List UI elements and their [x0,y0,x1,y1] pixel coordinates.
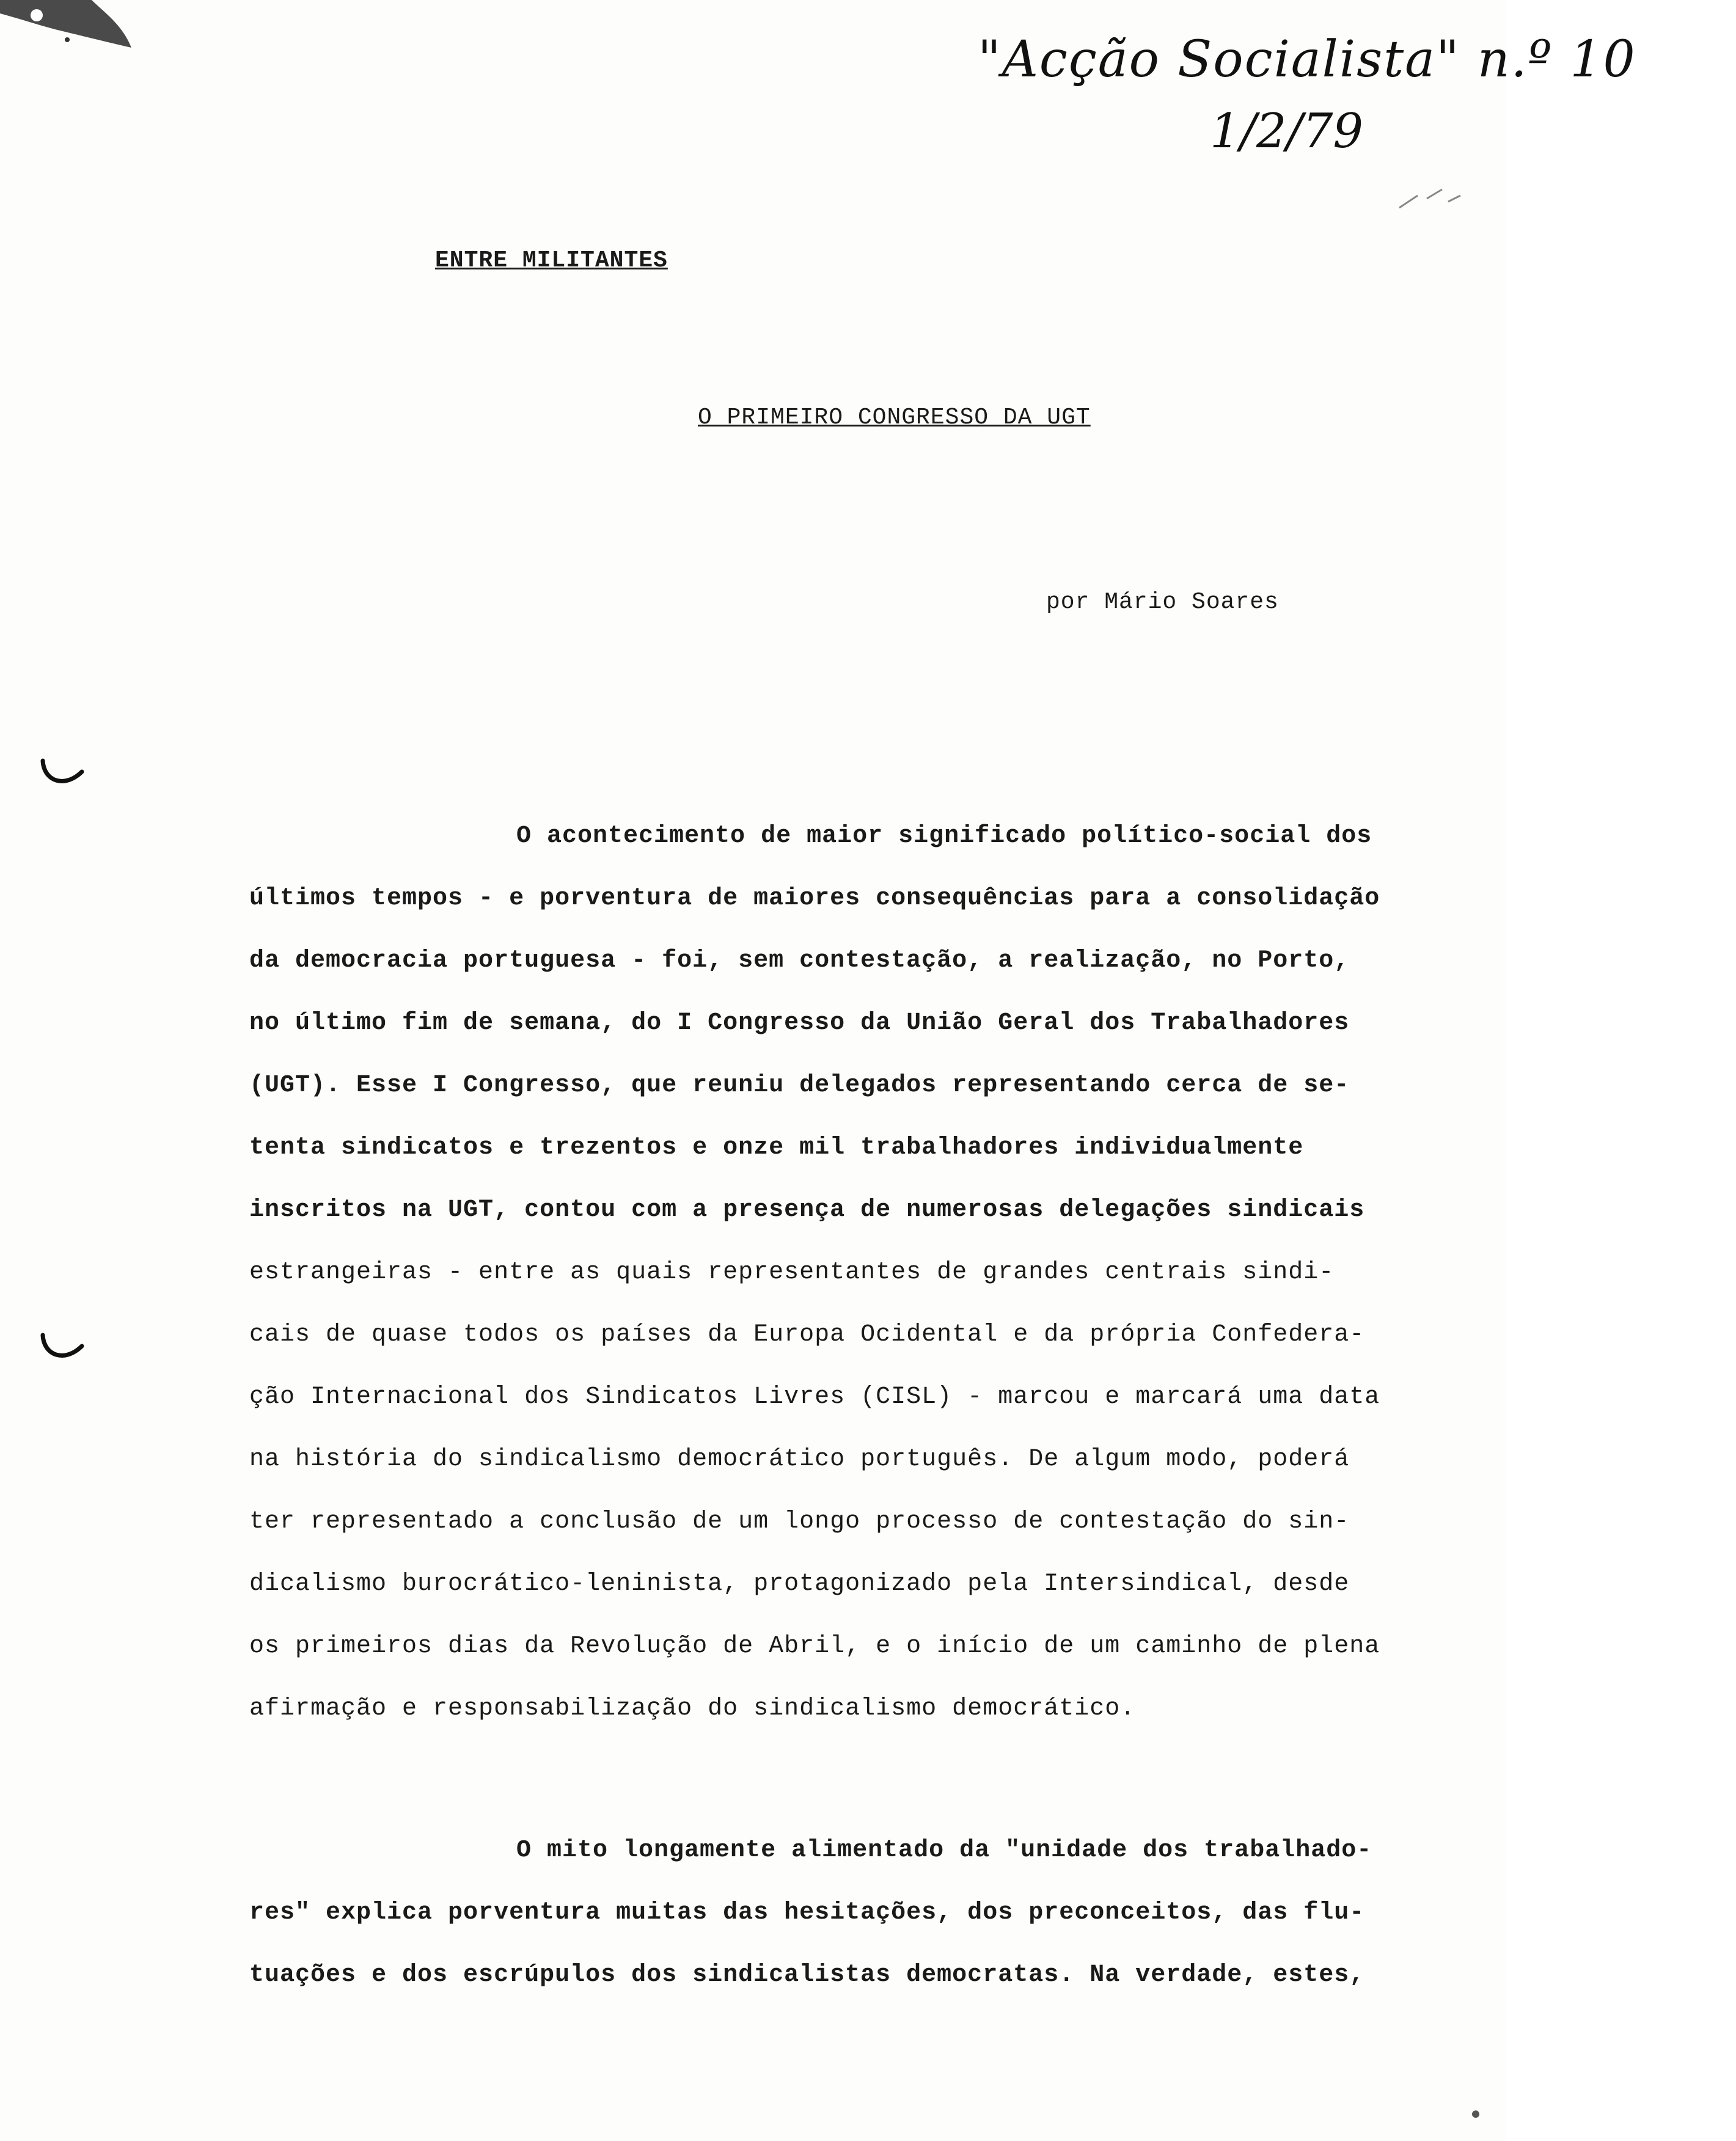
text-line: O mito longamente alimentado da "unidade dos trabalhado- [516,1837,1372,1864]
text-line: inscritos na UGT, contou com a presença de numerosas delegações sindicais [249,1196,1365,1224]
text-line: tuações e dos escrúpulos dos sindicalistas democratas. Na verdade, estes, [249,1961,1365,1989]
margin-mark [38,1329,87,1366]
text-line: os primeiros dias da Revolução de Abril, e o início de um caminho de plena [249,1633,1380,1660]
scan-speck [1463,2102,1488,2126]
text-line: tenta sindicatos e trezentos e onze mil trabalhadores individualmente [249,1134,1304,1162]
scan-speck [1393,171,1467,220]
article-title: O PRIMEIRO CONGRESSO DA UGT [698,404,1091,431]
text-line: (UGT). Esse I Congresso, que reuniu delegados representando cerca de se- [249,1072,1350,1099]
text-line: no último fim de semana, do I Congresso da União Geral dos Trabalhadores [249,1009,1350,1037]
byline: por Mário Soares [1046,589,1279,615]
annotation-date: 1/2/79 [1210,104,1364,159]
margin-mark [38,755,87,791]
text-line: afirmação e responsabilização do sindicalismo democrático. [249,1695,1136,1722]
annotation-publication: "Acção Socialista" n.º 10 [978,31,1636,89]
text-line: res" explica porventura muitas das hesitações, dos preconceitos, das flu- [249,1899,1365,1927]
text-line: últimos tempos - e porventura de maiores consequências para a consolidação [249,885,1380,912]
text-line: na história do sindicalismo democrático português. De algum modo, poderá [249,1446,1350,1473]
text-line: dicalismo burocrático-leninista, protagonizado pela Intersindical, desde [249,1570,1350,1598]
scan-smudge [0,0,141,55]
text-line: ter representado a conclusão de um longo processo de contestação do sin- [249,1508,1350,1535]
text-line: da democracia portuguesa - foi, sem contestação, a realização, no Porto, [249,947,1350,975]
handwritten-annotation [978,12,1636,171]
text-line: O acontecimento de maior significado político-social dos [516,822,1372,850]
text-line: estrangeiras - entre as quais representantes de grandes centrais sindi- [249,1259,1335,1286]
section-label: ENTRE MILITANTES [435,247,668,274]
text-line: cais de quase todos os países da Europa Ocidental e da própria Confedera- [249,1321,1365,1349]
text-line: ção Internacional dos Sindicatos Livres (CISL) - marcou e marcará uma data [249,1383,1380,1411]
